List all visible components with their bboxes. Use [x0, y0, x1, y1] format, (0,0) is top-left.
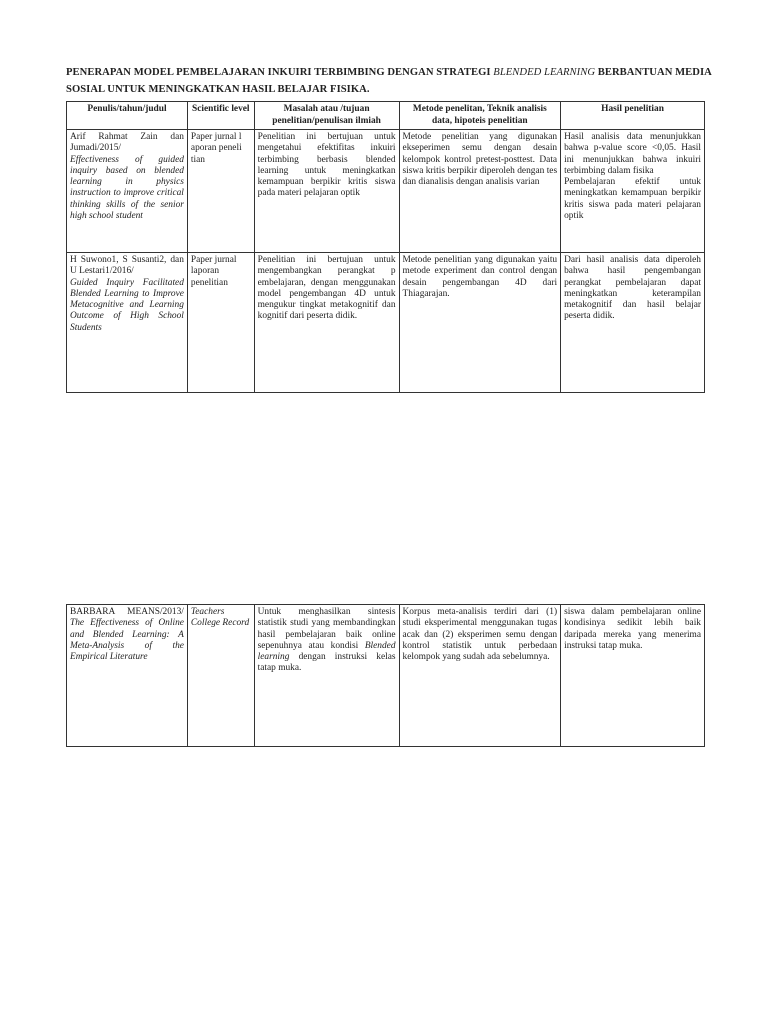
paper-title: Guided Inquiry Facilitated Blended Learning to Improve Metacognitive and Learning Outcome of High School Students — [70, 277, 184, 333]
title-text-end: BERBANTUAN MEDIA SOSIAL UNTUK MENINGKATKAN HASIL BELAJAR FISIKA. — [66, 67, 712, 95]
problem-text-end: dengan instruksi kelas tatap muka. — [257, 652, 396, 674]
cell-method: Korpus meta-analisis terdiri dari (1) studi eksperimental menggunakan tugas acak dan (2) eksperimen semu dengan kontrol statistik untuk perbedaan kelompok yang sudah ada sebelumnya. — [399, 605, 561, 747]
header-problem: Masalah atau /tujuan penelitian/penulisan ilmiah — [254, 102, 399, 130]
cell-result — [561, 130, 705, 253]
header-result: Hasil penelitian — [561, 102, 705, 130]
cell-author — [67, 130, 188, 253]
author-text: H Suwono1, S Susanti2, dan U Lestari1/2016/ — [70, 255, 184, 277]
header-method: Metode penelitan, Teknik analisis data, hipoteis penelitian — [399, 102, 561, 130]
header-author: Penulis/tahun/judul — [67, 102, 188, 130]
cell-problem: Penelitian ini bertujuan untuk mengembangkan perangkat p embelajaran, dengan menggunakan model pengembangan 4D untuk mengukur tingkat metakognitif dan kognitif dari peserta didik. — [254, 253, 399, 393]
literature-table-continued — [66, 604, 705, 747]
cell-level: Paper jurnal l aporan peneli tian — [187, 130, 254, 253]
table-row — [67, 253, 705, 393]
header-level: Scientific level — [187, 102, 254, 130]
title-italic-term: BLENDED LEARNING — [493, 67, 596, 78]
cell-author — [67, 605, 188, 747]
literature-table — [66, 101, 705, 393]
problem-italic-term: Blended learning — [257, 640, 396, 663]
paper-title: Effectiveness of guided inquiry based on blended learning in physics instruction to improve critical thinking skills of the senior high school student — [70, 154, 184, 222]
cell-result: siswa dalam pembelajaran online kondisinya sedikit lebih baik daripada mereka yang menerima instruksi tatap muka. — [561, 605, 705, 747]
problem-text: Untuk menghasilkan sintesis statistik studi yang membandingkan hasil pembelajaran baik online sepenuhnya atau kondisi — [257, 607, 396, 651]
table-row — [67, 605, 705, 747]
author-text: BARBARA MEANS/2013/ — [70, 607, 184, 617]
cell-level: Paper jurnal laporan penelitian — [187, 253, 254, 393]
result-paragraph: Hasil analisis data menunjukkan bahwa p-value score <0,05. Hasil ini menunjukkan bahwa inkuiri terbimbing dalam fisika — [564, 132, 701, 176]
author-text: Arif Rahmat Zain dan Jumadi/2015/ — [70, 132, 184, 154]
cell-level: Teachers College Record — [187, 605, 254, 747]
cell-author — [67, 253, 188, 393]
cell-problem — [254, 605, 399, 747]
table-row — [67, 130, 705, 253]
title-text: PENERAPAN MODEL PEMBELAJARAN INKUIRI TERBIMBING DENGAN STRATEGI — [66, 67, 494, 78]
paper-title: The Effectiveness of Online and Blended Learning: A Meta-Analysis of the Empirical Literature — [70, 618, 184, 663]
cell-method: Metode penelitian yang digunakan yaitu metode experiment dan control dengan desain pengembangan 4D dari Thiagarajan. — [399, 253, 561, 393]
cell-problem: Penelitian ini bertujuan untuk mengetahui efektifitas inkuiri terbimbing berbasis blended learning untuk meningkatkan kemampuan berpikir kritis siswa pada materi pelajaran optik — [254, 130, 399, 253]
document-title — [66, 64, 716, 98]
cell-result: Dari hasil analisis data diperoleh bahwa hasil pengembangan perangkat pembelajaran dapat meningkatkan keterampilan metakognitif dan hasil belajar peserta didik. — [561, 253, 705, 393]
result-paragraph: Pembelajaran efektif untuk meningkatkan kemampuan berpikir kritis siswa pada materi pelajaran optik — [564, 177, 701, 222]
header-row — [67, 102, 705, 130]
cell-method: Metode penelitian yang digunakan ekseperimen semu dengan desain kelompok kontrol pretest-posttest. Data siswa kritis berpikir diperoleh dengan tes dan dianalisis dengan analisis varian — [399, 130, 561, 253]
